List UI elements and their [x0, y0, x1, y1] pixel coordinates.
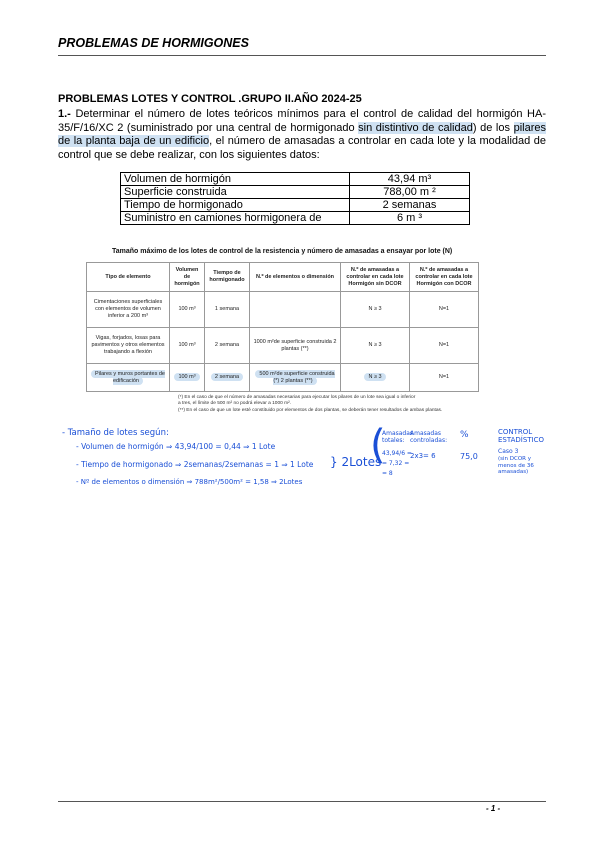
handwritten-percent: %: [460, 430, 469, 440]
handwritten-line-elements: - Nº de elementos o dimensión ⇒ 788m²/500m² = 1,58 ⇒ 2Lotes: [76, 478, 303, 486]
table-cell: Cimentaciones superficiales con elementos de volumen inferior a 200 m³: [87, 292, 170, 328]
data-value: 2 semanas: [350, 199, 470, 212]
problem-text-1: Determinar el número de lotes teóricos mínimos para el control de calidad del hormigón HA-35/F/16/XC 2 (suministrado por una central de hormigonado: [58, 108, 546, 134]
handwritten-control-type: CONTROL ESTADÍSTICO: [498, 428, 545, 444]
left-bracket: (: [370, 422, 386, 468]
footnote-1: (*) En el caso de que el número de amasadas necesarias para ejecutar los pilares de un lote sea igual o inferior a tres, el límite de 500 m² no podrá elevar a 1000 m².: [178, 395, 416, 406]
column-header: N.º de amasadas a controlar en cada lote Hormigón con DCOR: [410, 263, 479, 292]
table-cell: 100 m³: [170, 292, 205, 328]
table-cell: [250, 364, 341, 392]
handwritten-total-batches-label: Amasadas totales:: [382, 430, 414, 444]
footnote-2: (**) En el caso de que un lote esté constituido por elementos de dos plantas, se deberán tener resultados de ambas plantas.: [178, 408, 443, 413]
handwritten-case: Caso 3: [498, 448, 519, 455]
page-number: - 1 -: [486, 804, 501, 813]
handwritten-total-3: = 8: [382, 470, 393, 477]
handwritten-line-time: - Tiempo de hormigonado ⇒ 2semanas/2semanas = 1 ⇒ 1 Lote: [76, 460, 314, 469]
problem-text-3: , el número de amasadas a controlar en cada lote y la modalidad de control que se debe realizar, con los siguientes datos:: [58, 135, 546, 161]
table-cell: 100 m³: [170, 328, 205, 364]
table-row: [121, 186, 470, 199]
table-cell: N ≥ 3: [341, 328, 410, 364]
table-row: [87, 328, 479, 364]
column-header: N.º de elementos o dimensión: [250, 263, 341, 292]
column-header: Volumen de hormigón: [170, 263, 205, 292]
data-label: Tiempo de hormigonado: [121, 199, 350, 212]
handwritten-case-note: (sin DCOR y menos de 36 amasadas): [498, 456, 534, 475]
table-row: [121, 173, 470, 186]
table-row: [121, 212, 470, 225]
handwritten-controlled-value: 2x3= 6: [410, 452, 436, 460]
handwritten-brace: } 2Lotes: [330, 455, 382, 469]
highlight-sin-distintivo: sin distintivo de calidad: [358, 121, 473, 134]
data-label: Suministro en camiones hormigonera de: [121, 212, 350, 225]
data-label: Volumen de hormigón: [121, 173, 350, 186]
handwritten-heading: - Tamaño de lotes según:: [62, 428, 169, 438]
column-header: N.º de amasadas a controlar en cada lote Hormigón sin DCOR: [341, 263, 410, 292]
highlight-pill: Pilares y muros portantes de edificación: [91, 370, 165, 385]
data-value: 788,00 m ²: [350, 186, 470, 199]
table-cell: [87, 364, 170, 392]
highlight-pill: 2 semana: [211, 373, 243, 381]
column-header: Tiempo de hormigonado: [205, 263, 250, 292]
norm-table-title: Tamaño máximo de los lotes de control de la resistencia y número de amasadas a ensayar por lote (N): [112, 248, 453, 255]
table-header-row: [87, 263, 479, 292]
table-row: [87, 292, 479, 328]
problem-number: 1.-: [58, 108, 71, 120]
handwritten-percent-value: 75,0: [460, 452, 478, 461]
table-cell: N=1: [410, 328, 479, 364]
problem-text-2: ) de los: [472, 121, 514, 134]
data-value: 6 m ³: [350, 212, 470, 225]
handwritten-controlled-label: Amasadas controladas:: [410, 430, 448, 444]
table-row: [87, 364, 479, 392]
table-cell: 2 semana: [205, 328, 250, 364]
section-title: PROBLEMAS LOTES Y CONTROL .GRUPO II.AÑO 2024-25: [58, 93, 362, 105]
table-cell: 1000 m²de superficie construida 2 plantas (**): [250, 328, 341, 364]
data-value: 43,94 m³: [350, 173, 470, 186]
footer-rule: [58, 801, 546, 802]
header-rule: [58, 55, 546, 56]
highlight-pill: 100 m³: [174, 373, 199, 381]
table-cell: N ≥ 3: [341, 292, 410, 328]
table-cell: 1 semana: [205, 292, 250, 328]
table-cell: [205, 364, 250, 392]
table-cell: [170, 364, 205, 392]
highlight-pilares: pilares de la planta baja de un edificio: [58, 121, 546, 148]
table-cell: [341, 364, 410, 392]
table-cell: N=1: [410, 364, 479, 392]
norm-table: [86, 262, 479, 392]
handwritten-total-2: = 7,32 =: [382, 460, 410, 467]
table-row: [121, 199, 470, 212]
highlight-pill: N ≥ 3: [364, 373, 385, 381]
highlight-pill: 500 m²de superficie construida (*) 2 plantas (**): [255, 370, 334, 385]
column-header: Tipo de elemento: [87, 263, 170, 292]
handwritten-total-1: 43,94/6 =: [382, 450, 412, 457]
data-table: [120, 172, 470, 225]
problem-statement: [58, 108, 546, 162]
table-cell: Vigas, forjados, losas para pavimentos y otros elementos trabajando a flexión: [87, 328, 170, 364]
handwritten-line-volume: - Volumen de hormigón ⇒ 43,94/100 = 0,44 ⇒ 1 Lote: [76, 442, 276, 451]
table-cell: [250, 292, 341, 328]
data-label: Superficie construida: [121, 186, 350, 199]
page-header-title: PROBLEMAS DE HORMIGONES: [58, 36, 249, 50]
table-cell: N=1: [410, 292, 479, 328]
